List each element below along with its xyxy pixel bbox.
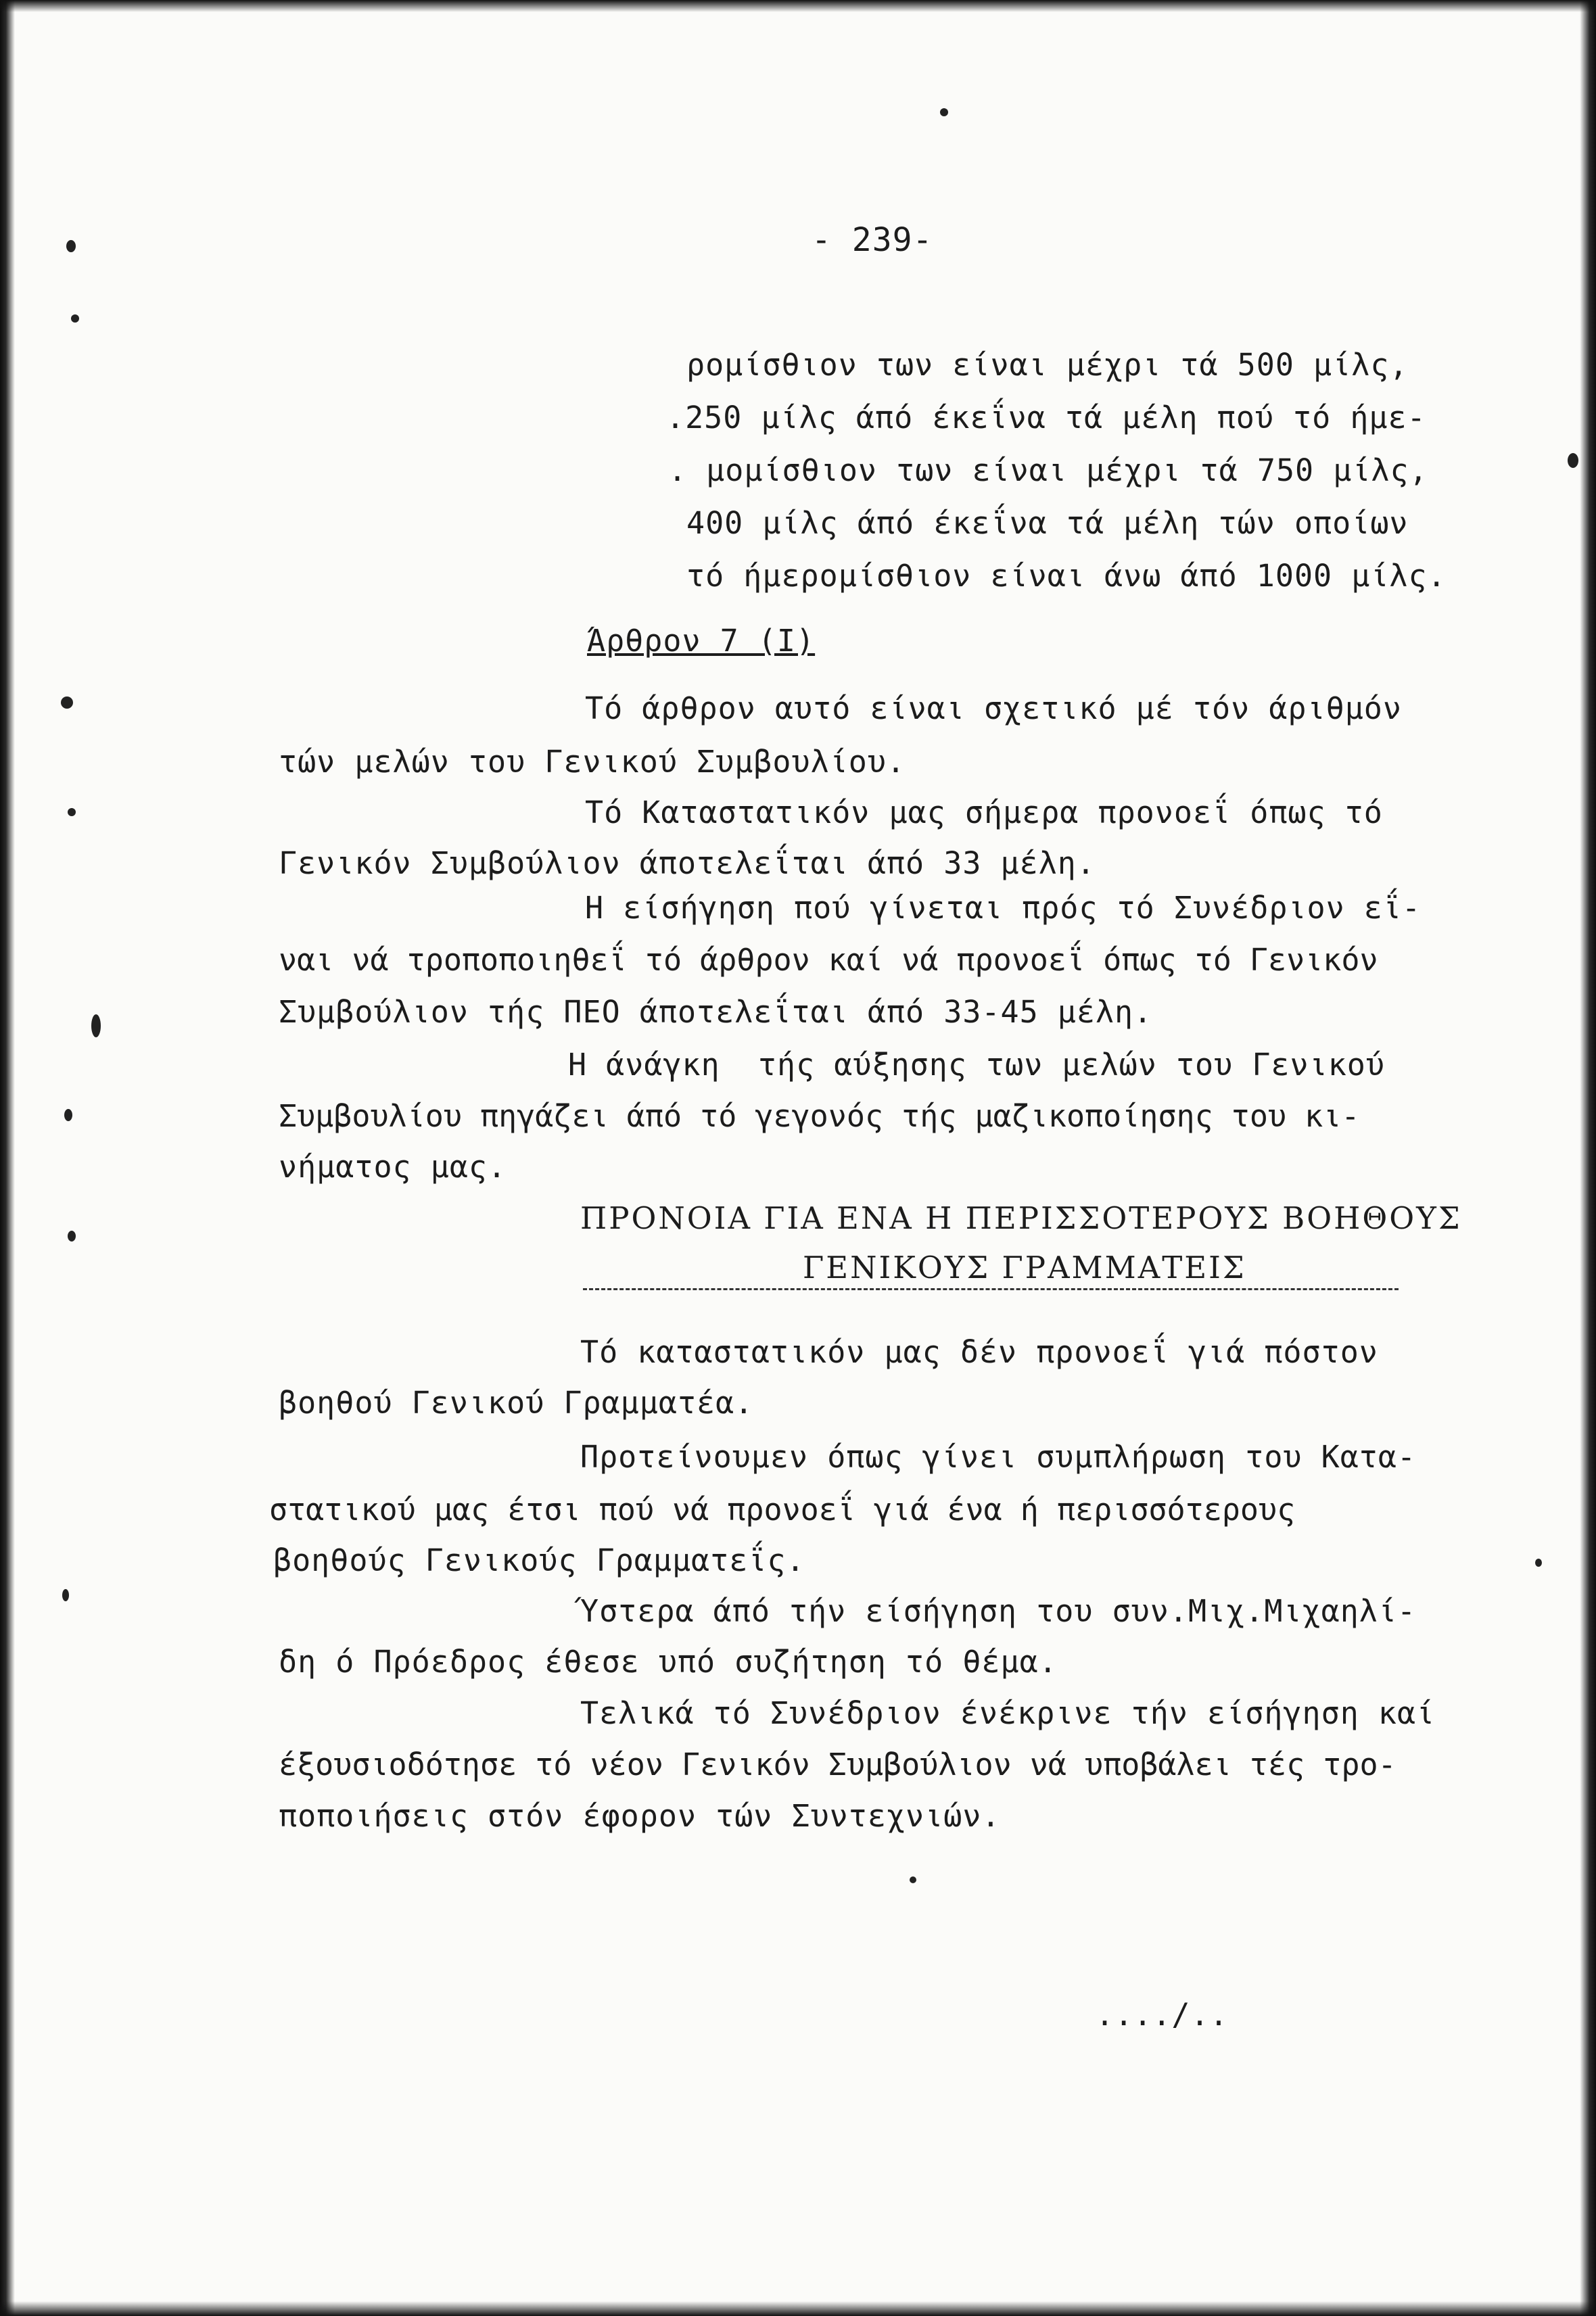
text-line: βοηθού Γενικού Γραμματέα.: [279, 1385, 754, 1421]
scan-speck: [68, 808, 76, 816]
text-line: τών μελών του Γενικού Συμβουλίου.: [279, 744, 906, 780]
text-line: έξουσιοδότησε τό νέον Γενικόν Συμβούλιον νά υποβάλει τές τρο-: [279, 1747, 1396, 1782]
text-line: Συμβούλιον τής ΠΕΟ άποτελεΐται άπό 33-45 μέλη.: [279, 994, 1153, 1030]
text-line: Ύστερα άπό τήν είσήγηση του συν.Μιχ.Μιχαηλί-: [580, 1593, 1417, 1629]
scan-speck: [62, 1589, 69, 1601]
continuation-mark: ..../..: [1096, 1997, 1229, 2033]
text-line: Τελικά τό Συνέδριον ένέκρινε τήν είσήγηση καί: [580, 1695, 1436, 1731]
text-line: ναι νά τροποποιηθεΐ τό άρθρον καί νά προνοεΐ όπως τό Γενικόν: [279, 942, 1378, 978]
scan-speck: [64, 1109, 72, 1121]
text-line: Η είσήγηση πού γίνεται πρός τό Συνέδριον εΐ-: [585, 890, 1422, 926]
scan-border-top: [0, 0, 1596, 12]
text-line: ποποιήσεις στόν έφορον τών Συντεχνιών.: [279, 1798, 1001, 1834]
text-line: Η άνάγκη τής αύξησης των μελών του Γενικού: [568, 1047, 1385, 1083]
scan-speck: [1535, 1559, 1542, 1567]
scan-speck: [91, 1014, 101, 1037]
text-line: 400 μίλς άπό έκεΐνα τά μέλη τών οποίων: [686, 505, 1409, 541]
scan-speck: [66, 240, 76, 252]
text-line: νήματος μας.: [279, 1149, 507, 1185]
scan-speck: [61, 696, 73, 709]
page-number: - 239-: [812, 221, 933, 259]
scan-speck: [68, 1231, 76, 1242]
text-line: δη ό Πρόεδρος έθεσε υπό συζήτηση τό θέμα.: [279, 1644, 1058, 1680]
text-line: Συμβουλίου πηγάζει άπό τό γεγονός τής μαζικοποίησης του κι-: [279, 1098, 1360, 1134]
scan-border-right: [1580, 0, 1596, 2316]
scan-speck: [1568, 453, 1578, 468]
section-heading-line2: ΓΕΝΙΚΟΥΣ ΓΡΑΜΜΑΤΕΙΣ: [803, 1250, 1246, 1285]
section-heading-rule: [583, 1248, 1399, 1290]
text-line: Γενικόν Συμβούλιον άποτελεΐται άπό 33 μέλη.: [279, 845, 1096, 881]
text-line: Τό άρθρον αυτό είναι σχετικό μέ τόν άριθμόν: [585, 690, 1402, 726]
scan-speck: [940, 108, 948, 116]
text-line: τό ήμερομίσθιον είναι άνω άπό 1000 μίλς.: [686, 558, 1447, 594]
article-heading: Άρθρον 7 (Ι): [587, 623, 816, 659]
text-line: ρομίσθιον των είναι μέχρι τά 500 μίλς,: [686, 347, 1409, 383]
text-line: Προτείνουμεν όπως γίνει συμπλήρωση του Κατα-: [580, 1439, 1417, 1475]
scan-speck: [71, 314, 79, 323]
text-line: βοηθούς Γενικούς Γραμματεΐς.: [273, 1542, 805, 1578]
scan-border-left: [0, 0, 15, 2316]
text-line: Τό Καταστατικόν μας σήμερα προνοεΐ όπως τό: [585, 795, 1383, 830]
text-line: .250 μίλς άπό έκεΐνα τά μέλη πού τό ήμε-: [666, 400, 1426, 435]
text-line: Τό καταστατικόν μας δέν προνοεΐ γιά πόστον: [580, 1334, 1378, 1370]
section-heading: ΠΡΟΝΟΙΑ ΓΙΑ ΕΝΑ Η ΠΕΡΙΣΣΟΤΕΡΟΥΣ ΒΟΗΘΟΥΣ: [580, 1200, 1462, 1236]
text-line: στατικού μας έτσι πού νά προνοεΐ γιά ένα ή περισσότερους: [269, 1492, 1296, 1528]
scan-border-bottom: [0, 2301, 1596, 2316]
text-line: . μομίσθιον των είναι μέχρι τά 750 μίλς,: [668, 452, 1428, 488]
scan-speck: [910, 1876, 916, 1883]
